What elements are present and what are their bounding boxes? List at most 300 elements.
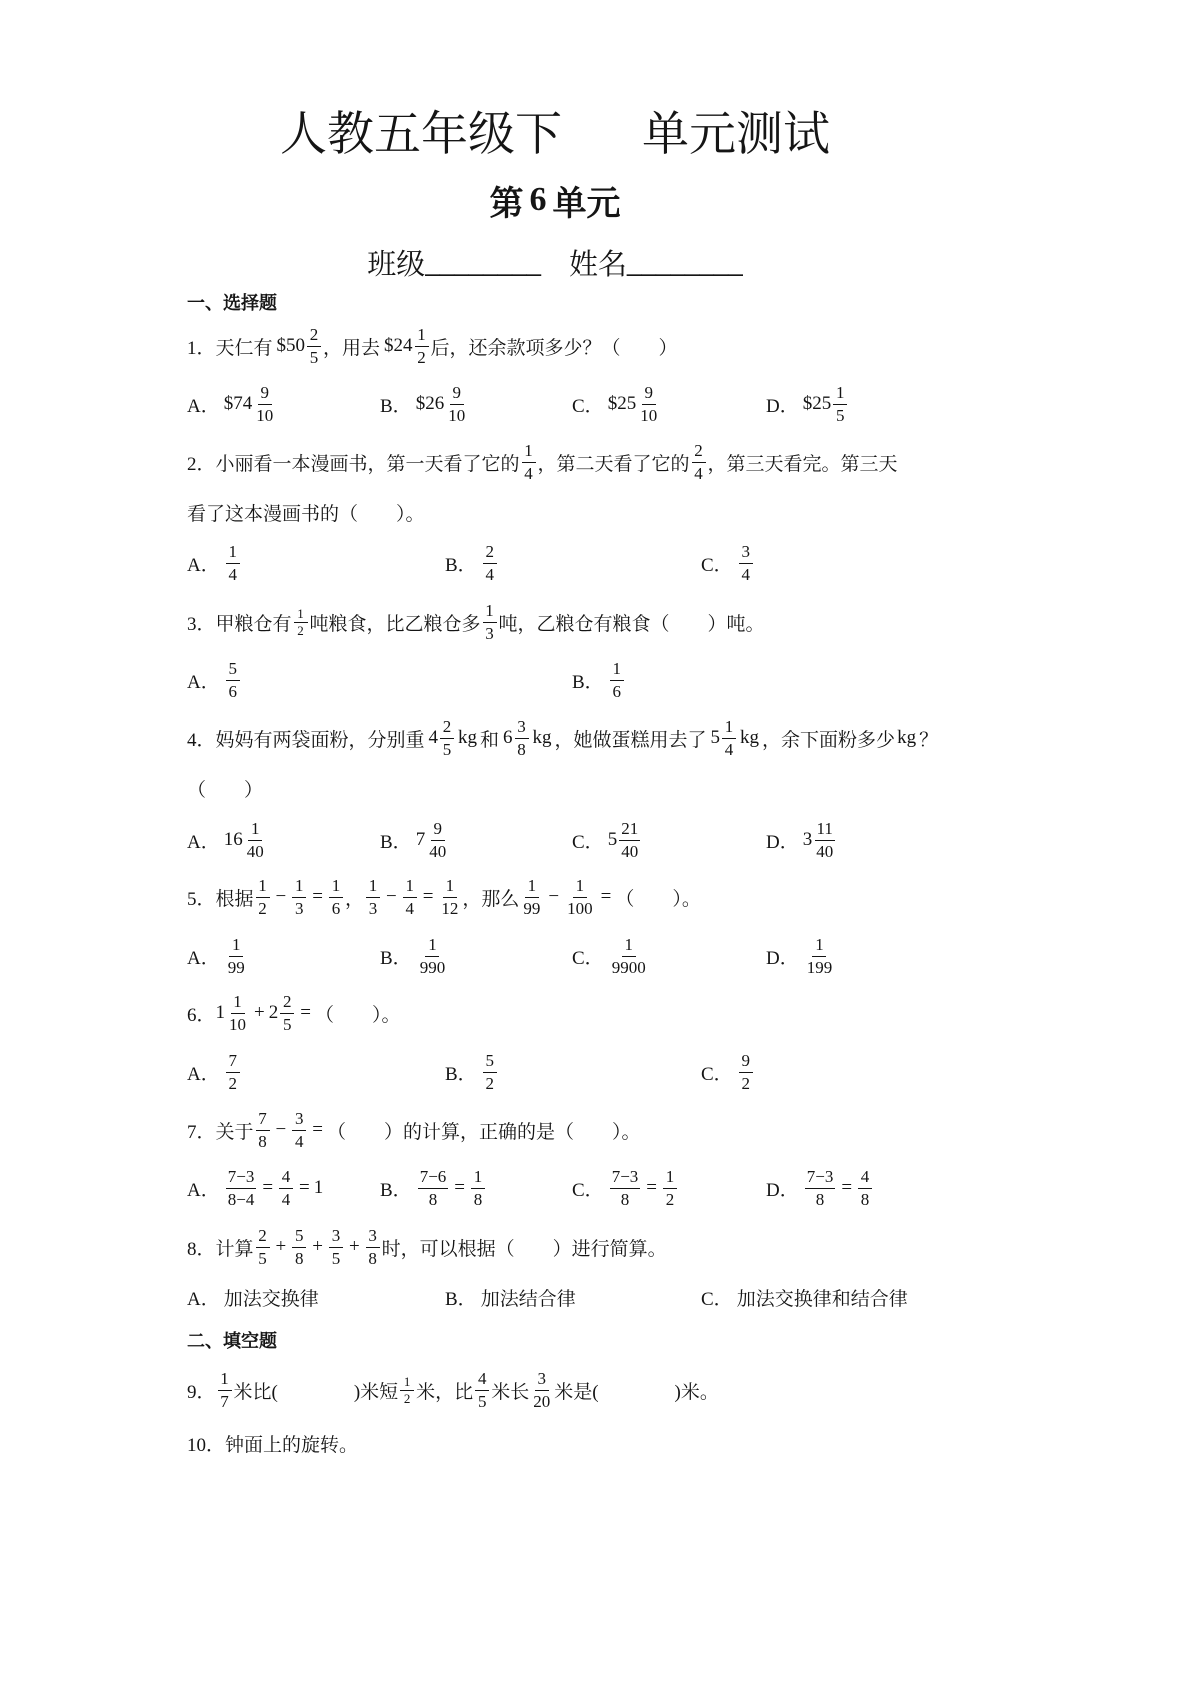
option-text: 加法交换律和结合律 <box>736 1288 908 1310</box>
denominator: 5 <box>331 1248 341 1268</box>
answer-blank: （ ） <box>187 779 264 801</box>
question-text: 和 <box>480 729 500 751</box>
question-text: ，那么 <box>462 888 520 910</box>
option-b <box>445 1048 499 1096</box>
numerator: 1 <box>425 935 439 957</box>
numerator: 3 <box>515 717 529 739</box>
numerator: 1 <box>622 935 636 957</box>
option-c <box>701 539 755 587</box>
question-2-continued <box>187 488 923 536</box>
question-text: 3．甲粮仓有 <box>187 613 292 635</box>
fraction <box>226 935 247 978</box>
denominator: 2 <box>665 1189 675 1209</box>
numerator: 1 <box>833 383 847 405</box>
numerator: 2 <box>483 542 497 564</box>
whole-number: $25 <box>607 393 637 414</box>
result-value: 1 <box>313 1177 324 1198</box>
numerator: 7−3 <box>805 1167 836 1189</box>
denominator: 2 <box>403 1390 411 1406</box>
denominator: 9900 <box>611 957 646 977</box>
question-text: （ ）。 <box>314 1004 401 1026</box>
plus-sign: + <box>312 1236 323 1257</box>
question-text: ，用去 <box>323 337 381 359</box>
question-4 <box>187 714 939 762</box>
question-1-options <box>187 380 923 428</box>
denominator: 8 <box>860 1189 870 1209</box>
numerator: 1 <box>218 1369 232 1391</box>
option-d <box>766 816 837 864</box>
fraction <box>427 819 448 862</box>
class-blank: ________ <box>425 246 541 277</box>
fraction <box>279 1167 293 1210</box>
option-label: C． <box>572 1179 604 1201</box>
question-text: 9． <box>187 1381 216 1403</box>
fraction <box>515 717 529 760</box>
numerator: 1 <box>471 1167 485 1189</box>
denominator: 2 <box>228 1073 237 1093</box>
option-text: 加法交换律 <box>223 1288 319 1310</box>
denominator: 40 <box>429 841 447 861</box>
unit-kg: kg <box>458 727 478 748</box>
numerator: 2 <box>256 1226 270 1248</box>
equals-sign: = <box>300 1002 311 1023</box>
section-heading-fill <box>187 1325 923 1355</box>
option-b <box>445 539 499 587</box>
option-a <box>187 932 249 980</box>
option-b <box>380 932 449 980</box>
option-b <box>380 1164 487 1212</box>
denominator: 2 <box>297 622 304 638</box>
numerator: 1 <box>256 876 270 898</box>
numerator: 1 <box>231 992 245 1014</box>
fraction <box>227 992 248 1035</box>
question-3 <box>187 598 923 646</box>
page-title <box>187 100 923 160</box>
denominator: 5 <box>477 1391 487 1411</box>
question-text: ，第二天看了它的 <box>537 453 690 475</box>
fraction <box>329 1226 343 1269</box>
option-label: B． <box>445 554 477 576</box>
denominator: 8 <box>428 1189 438 1209</box>
fraction <box>638 383 659 426</box>
denominator: 8 <box>473 1189 483 1209</box>
numerator: 7 <box>256 1109 270 1131</box>
equals-sign: = <box>299 1177 310 1198</box>
fraction <box>483 542 497 585</box>
fraction <box>226 1167 257 1210</box>
denominator: 2 <box>258 898 267 918</box>
option-c <box>572 932 650 980</box>
numerator: 1 <box>248 819 262 841</box>
denominator: 12 <box>441 898 459 918</box>
question-7 <box>187 1106 923 1154</box>
option-a <box>187 539 242 587</box>
numerator: 7−6 <box>418 1167 449 1189</box>
numerator: 7−3 <box>610 1167 641 1189</box>
fraction <box>439 876 460 919</box>
option-label: A． <box>187 947 220 969</box>
fraction <box>663 1167 677 1210</box>
denominator: 5 <box>442 739 452 759</box>
numerator: 1 <box>403 876 417 898</box>
question-8 <box>187 1223 923 1271</box>
student-info-line <box>187 242 923 282</box>
question-text: ，她做蛋糕用去了 <box>554 729 707 751</box>
question-text: 时，可以根据（ ）进行简算。 <box>381 1238 667 1260</box>
fraction <box>805 1167 836 1210</box>
denominator: 99 <box>227 957 245 977</box>
whole-number: 1 <box>215 1002 226 1023</box>
numerator: 3 <box>292 1109 306 1131</box>
name-blank: ________ <box>627 246 743 277</box>
question-text: 米，比 <box>416 1381 474 1403</box>
option-label: A． <box>187 831 220 853</box>
fraction <box>610 659 624 702</box>
denominator: 3 <box>368 898 378 918</box>
question-text: 8．计算 <box>187 1238 254 1260</box>
fraction <box>280 992 294 1035</box>
option-text: 加法结合律 <box>480 1288 576 1310</box>
denominator: 5 <box>282 1014 292 1034</box>
minus-sign: − <box>385 886 397 907</box>
fraction <box>418 935 448 978</box>
fraction <box>475 1369 489 1412</box>
option-label: B． <box>572 671 604 693</box>
class-label: 班级 <box>367 248 426 281</box>
fraction <box>440 717 454 760</box>
denominator: 3 <box>485 623 494 643</box>
question-6 <box>187 989 923 1037</box>
option-label: B． <box>445 1063 477 1085</box>
section-title: 二、填空题 <box>187 1331 277 1351</box>
numerator: 1 <box>294 607 308 623</box>
fraction <box>256 1226 270 1269</box>
option-label: C． <box>701 554 733 576</box>
fraction <box>366 1226 380 1269</box>
equals-sign: = <box>262 1177 274 1198</box>
option-label: D． <box>766 831 799 853</box>
numerator: 1 <box>522 441 536 463</box>
option-a <box>187 656 242 704</box>
whole-number: 7 <box>415 829 426 850</box>
question-6-options <box>187 1048 923 1096</box>
denominator: 40 <box>621 841 639 861</box>
numerator: 1 <box>415 325 429 347</box>
denominator: 4 <box>485 564 494 584</box>
question-10 <box>187 1419 923 1467</box>
denominator: 8 <box>258 1131 267 1151</box>
option-b <box>380 816 450 864</box>
numerator: 1 <box>366 876 380 898</box>
numerator: 1 <box>573 876 587 898</box>
numerator: 5 <box>226 659 240 681</box>
fraction <box>292 1109 306 1152</box>
whole-number: 4 <box>428 727 439 748</box>
numerator: 1 <box>329 876 343 898</box>
fraction <box>858 1167 872 1210</box>
fraction <box>254 383 275 426</box>
question-text: 4．妈妈有两袋面粉，分别重 <box>187 729 425 751</box>
denominator: 5 <box>835 405 845 425</box>
numerator: 21 <box>619 819 640 841</box>
option-a <box>187 1164 323 1212</box>
denominator: 4 <box>294 1131 304 1151</box>
numerator: 1 <box>400 1375 414 1391</box>
denominator: 4 <box>741 564 750 584</box>
question-text: 米长 <box>491 1381 530 1403</box>
option-a <box>187 380 277 428</box>
question-1 <box>187 322 923 370</box>
denominator: 100 <box>567 898 593 918</box>
denominator: 3 <box>294 898 304 918</box>
numerator: 9 <box>258 383 272 405</box>
denominator: 4 <box>724 739 734 759</box>
question-text: 米比( )米短 <box>233 1381 399 1403</box>
unit-number: 6 <box>529 181 547 218</box>
title-test: 单元测试 <box>642 106 830 160</box>
numerator: 4 <box>858 1167 872 1189</box>
fraction <box>483 601 497 644</box>
numerator: 3 <box>366 1226 380 1248</box>
whole-number: 3 <box>802 829 813 850</box>
fraction <box>329 876 343 919</box>
section-heading-choice <box>187 287 923 317</box>
section-title: 一、选择题 <box>187 293 277 313</box>
question-text: 吨粮食，比乙粮仓多 <box>309 613 481 635</box>
option-label: A． <box>187 554 220 576</box>
question-text: 吨，乙粮仓有粮食（ ）吨。 <box>498 613 765 635</box>
fraction <box>292 876 306 919</box>
fraction <box>739 542 753 585</box>
numerator: 9 <box>431 819 445 841</box>
option-label: D． <box>766 395 799 417</box>
denominator: 4 <box>524 463 533 483</box>
question-text: ，第三天看完。第三天 <box>707 453 898 475</box>
denominator: 4 <box>228 564 237 584</box>
fraction <box>400 1375 414 1406</box>
denominator: 5 <box>309 347 319 367</box>
denominator: 99 <box>523 898 541 918</box>
fraction <box>415 325 429 368</box>
denominator: 20 <box>533 1391 551 1411</box>
numerator: 2 <box>440 717 454 739</box>
option-label: C． <box>572 947 604 969</box>
question-text: 米是( )米。 <box>554 1381 719 1403</box>
question-3-options <box>187 656 923 704</box>
numerator: 2 <box>280 992 294 1014</box>
name-label: 姓名 <box>569 248 628 281</box>
fraction <box>471 1167 485 1210</box>
fraction <box>403 876 417 919</box>
minus-sign: − <box>275 886 287 907</box>
numerator: 1 <box>443 876 457 898</box>
denominator: 199 <box>806 957 833 977</box>
denominator: 7 <box>220 1391 229 1411</box>
unit-prefix: 第 <box>489 185 524 223</box>
numerator: 1 <box>226 542 240 564</box>
fraction <box>805 935 835 978</box>
fraction <box>418 1167 449 1210</box>
option-label: A． <box>187 1179 220 1201</box>
numerator: 1 <box>812 935 826 957</box>
fraction <box>218 1369 232 1412</box>
option-c <box>701 1273 908 1321</box>
numerator: 7 <box>226 1051 240 1073</box>
option-c <box>701 1048 755 1096</box>
option-label: B． <box>445 1288 477 1310</box>
numerator: 3 <box>329 1226 343 1248</box>
numerator: 5 <box>292 1226 306 1248</box>
plus-sign: + <box>254 1002 265 1023</box>
numerator: 9 <box>450 383 464 405</box>
question-5-options <box>187 932 923 980</box>
fraction <box>483 1051 497 1094</box>
fraction <box>521 876 542 919</box>
whole-number: $26 <box>415 393 445 414</box>
question-5 <box>187 873 923 921</box>
denominator: 6 <box>331 898 341 918</box>
numerator: 11 <box>815 819 835 841</box>
option-d <box>766 380 849 428</box>
option-label: C． <box>701 1063 733 1085</box>
equals-sign: = <box>422 886 434 907</box>
numerator: 3 <box>535 1369 549 1391</box>
whole-number: 6 <box>503 727 513 748</box>
option-label: B． <box>380 947 412 969</box>
unit-kg: kg <box>532 727 552 748</box>
option-label: D． <box>766 947 799 969</box>
numerator: 5 <box>483 1051 497 1073</box>
unit-heading <box>187 178 923 222</box>
whole-number: $25 <box>802 393 832 414</box>
numerator: 1 <box>292 876 306 898</box>
fraction <box>294 607 308 638</box>
question-text: 10．钟面上的旋转。 <box>187 1434 359 1456</box>
option-label: C． <box>701 1288 733 1310</box>
whole-number: $74 <box>223 393 253 414</box>
question-text: （ ）的计算，正确的是（ ）。 <box>326 1121 641 1143</box>
option-c <box>572 1164 679 1212</box>
plus-sign: + <box>275 1236 287 1257</box>
option-b <box>572 656 626 704</box>
question-2-options <box>187 539 923 587</box>
fraction <box>522 441 536 484</box>
numerator: 7−3 <box>226 1167 257 1189</box>
option-a <box>187 1273 319 1321</box>
numerator: 4 <box>279 1167 293 1189</box>
whole-number: 5 <box>607 829 618 850</box>
denominator: 5 <box>258 1248 267 1268</box>
numerator: 1 <box>483 601 497 623</box>
question-text: ， <box>344 888 364 910</box>
title-grade: 人教五年级下 <box>280 106 562 160</box>
minus-sign: − <box>275 1119 287 1140</box>
denominator: 8 <box>517 739 526 759</box>
denominator: 8−4 <box>227 1189 255 1209</box>
option-b <box>380 380 469 428</box>
numerator: 4 <box>475 1369 489 1391</box>
denominator: 4 <box>281 1189 291 1209</box>
option-label: B． <box>380 1179 412 1201</box>
equals-sign: = <box>646 1177 657 1198</box>
equals-sign: = <box>312 1119 323 1140</box>
denominator: 8 <box>620 1189 630 1209</box>
equals-sign: = <box>841 1177 853 1198</box>
fraction <box>245 819 266 862</box>
denominator: 2 <box>741 1073 750 1093</box>
option-c <box>572 380 661 428</box>
denominator: 40 <box>816 841 834 861</box>
option-label: D． <box>766 1179 799 1201</box>
denominator: 40 <box>246 841 264 861</box>
denominator: 4 <box>405 898 414 918</box>
question-2 <box>187 438 923 486</box>
whole-number: 16 <box>223 829 243 850</box>
numerator: 9 <box>739 1051 753 1073</box>
numerator: 1 <box>722 717 736 739</box>
option-label: A． <box>187 1063 220 1085</box>
denominator: 8 <box>294 1248 304 1268</box>
denominator: 990 <box>419 957 446 977</box>
fraction <box>446 383 467 426</box>
numerator: 1 <box>525 876 539 898</box>
fraction <box>814 819 835 862</box>
fraction <box>531 1369 552 1412</box>
option-label: A． <box>187 1288 220 1310</box>
denominator: 6 <box>228 681 237 701</box>
equals-sign: = <box>600 886 612 907</box>
fraction <box>226 659 240 702</box>
question-text: 后，还余款项多少？（ ） <box>430 337 678 359</box>
denominator: 8 <box>815 1189 825 1209</box>
numerator: 1 <box>229 935 243 957</box>
option-label: B． <box>380 395 412 417</box>
denominator: 10 <box>640 405 658 425</box>
fraction <box>226 1051 240 1094</box>
question-text: 6． <box>187 1004 216 1026</box>
question-text: 1．天仁有 <box>187 337 273 359</box>
whole-number: 2 <box>268 1002 279 1023</box>
denominator: 6 <box>612 681 621 701</box>
option-d <box>766 932 836 980</box>
question-4-options <box>187 816 923 864</box>
fraction <box>366 876 380 919</box>
denominator: 10 <box>448 405 466 425</box>
question-text: （ ）。 <box>615 888 701 910</box>
unit-kg: kg <box>740 727 760 748</box>
whole-number: $50 <box>276 335 306 356</box>
minus-sign: − <box>548 886 560 907</box>
denominator: 2 <box>417 347 426 367</box>
whole-number: 5 <box>710 727 721 748</box>
option-label: A． <box>187 395 220 417</box>
fraction <box>619 819 640 862</box>
question-text: 看了这本漫画书的（ ）。 <box>187 503 425 525</box>
option-label: B． <box>380 831 412 853</box>
question-8-options <box>187 1273 923 1321</box>
numerator: 2 <box>307 325 321 347</box>
fraction <box>292 1226 306 1269</box>
option-b <box>445 1273 576 1321</box>
question-9 <box>187 1366 923 1414</box>
fraction <box>226 542 240 585</box>
unit-suffix: 单元 <box>552 185 621 223</box>
numerator: 2 <box>692 441 706 463</box>
equals-sign: = <box>454 1177 465 1198</box>
plus-sign: + <box>348 1236 360 1257</box>
fraction <box>722 717 736 760</box>
denominator: 10 <box>229 1014 247 1034</box>
